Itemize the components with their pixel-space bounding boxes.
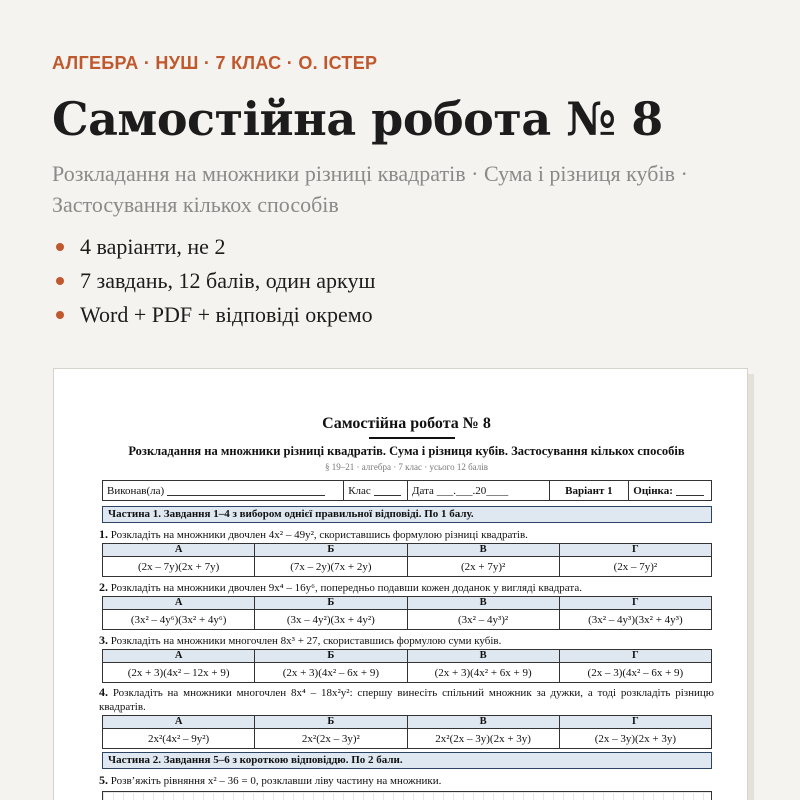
feature-list: [52, 230, 375, 332]
title-underline: [369, 437, 455, 439]
name-blank: [167, 485, 325, 496]
answer-table-4: А Б В Г 2x²(4x² – 9y²) 2x²(2x – 3y)² 2x²(2x – 3y)(2x + 3y) (2x – 3y)(2x + 3y): [102, 715, 712, 749]
question-5: 5. Розв’яжіть рівняння x² – 36 = 0, розклавши ліву частину на множники.: [99, 773, 442, 787]
name-cell: Виконав(ла): [103, 481, 344, 500]
answer-table-2: А Б В Г (3x² – 4y⁶)(3x² + 4y⁶) (3x – 4y²)(3x + 4y²) (3x² – 4y³)² (3x² – 4y³)(3x² + 4y³): [102, 596, 712, 630]
answer-grid: [102, 791, 712, 800]
bullet-icon: [56, 243, 64, 251]
feature-item: Word + PDF + відповіді окремо: [52, 298, 375, 332]
feature-item: 7 завдань, 12 балів, один аркуш: [52, 264, 375, 298]
worksheet-subtitle: Розкладання на множники різниці квадратів. Сума і різниця кубів. Застосування кількох способів: [128, 444, 685, 458]
question-1: 1. Розкладіть на множники двочлен 4x² – 49y², скориставшись формулою різниці квадратів.: [99, 527, 528, 541]
worksheet-preview: [53, 368, 748, 800]
page-title: Самостійна робота № 8: [52, 92, 663, 146]
bullet-icon: [56, 277, 64, 285]
part-1-header: Частина 1. Завдання 1–4 з вибором однієї правильної відповіді. По 1 балу.: [102, 506, 712, 523]
page-subtitle: Розкладання на множники різниці квадратів · Сума і різниця кубів · Застосування кількох способів: [52, 161, 688, 217]
kicker: АЛГЕБРА · НУШ · 7 КЛАС · О. ІСТЕР: [52, 53, 378, 73]
worksheet-title: Самостійна робота № 8: [322, 415, 491, 432]
question-2: 2. Розкладіть на множники двочлен 9x⁴ – 16y⁶, попередньо подавши кожен доданок у вигляді квадрата.: [99, 580, 582, 594]
bullet-icon: [56, 311, 64, 319]
answer-table-1: А Б В Г (2x – 7y)(2x + 7y) (7x – 2y)(7x + 2y) (2x + 7y)² (2x – 7y)²: [102, 543, 712, 577]
answer-table-3: А Б В Г (2x + 3)(4x² – 12x + 9) (2x + 3)(4x² – 6x + 9) (2x + 3)(4x² + 6x + 9) (2x – 3)(4x² – 6x + 9): [102, 649, 712, 683]
grade-blank: [676, 485, 704, 496]
class-blank: [374, 485, 401, 496]
class-cell: Клас: [344, 481, 408, 500]
variant-cell: Варіант 1: [550, 481, 630, 500]
worksheet-meta: § 19–21 · алгебра · 7 клас · усього 12 балів: [324, 462, 488, 472]
part-2-header: Частина 2. Завдання 5–6 з короткою відповіддю. По 2 бали.: [102, 752, 712, 769]
grade-cell: Оцінка:: [629, 481, 711, 500]
student-info-row: [102, 480, 712, 501]
question-4: 4. Розкладіть на множники многочлен 8x⁴ – 18x²y²: спершу винесіть спільний множник за дужки, а тоді розкладіть різницю квадратів.: [99, 685, 715, 713]
question-3: 3. Розкладіть на множники многочлен 8x³ + 27, скориставшись формулою суми кубів.: [99, 633, 502, 647]
date-cell: Дата ___.___.20____: [408, 481, 550, 500]
feature-item: 4 варіанти, не 2: [52, 230, 375, 264]
